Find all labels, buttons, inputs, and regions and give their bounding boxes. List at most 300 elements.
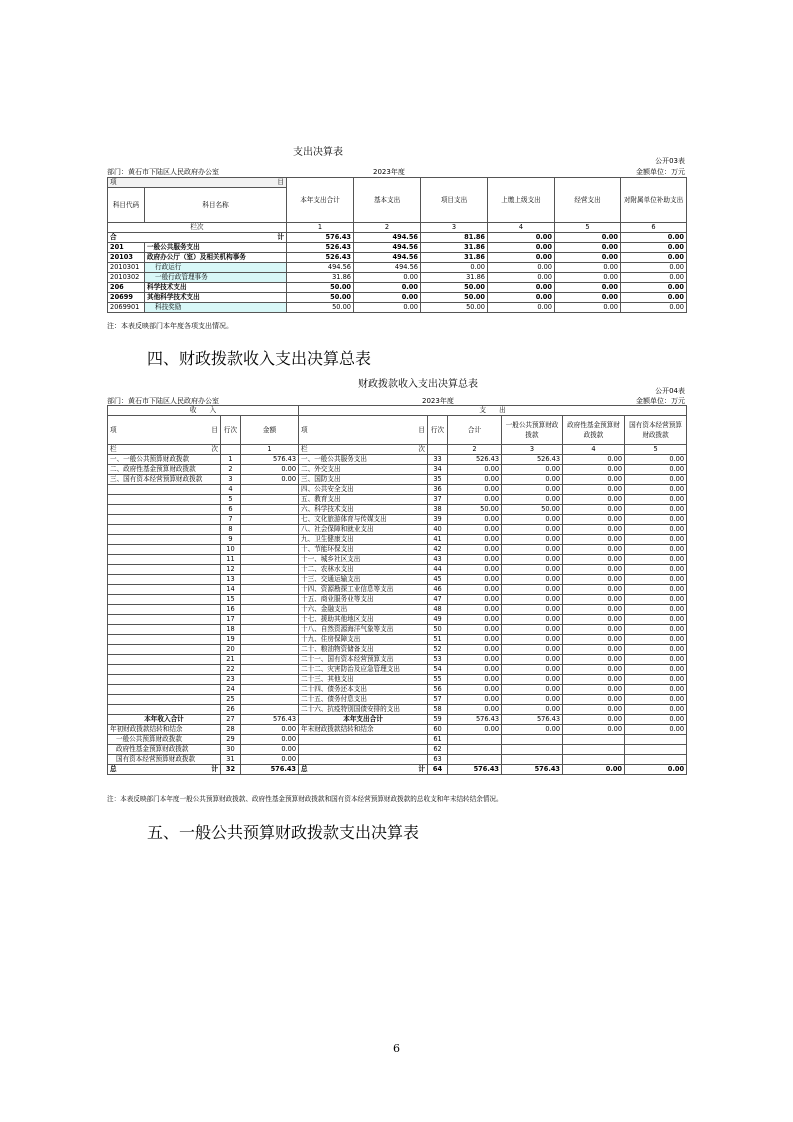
t2-cell: 0.00 xyxy=(625,565,687,575)
t2-income-item: 国有资本经营预算财政拨款 xyxy=(108,755,221,765)
t2-cell: 576.43 xyxy=(241,765,299,775)
t2-cell: 576.43 xyxy=(448,765,502,775)
t2-expense-line: 58 xyxy=(428,705,448,715)
t2-expense-item: 二、外交支出 xyxy=(299,465,428,475)
t2-cell: 0.00 xyxy=(625,645,687,655)
t2-cell: 0.00 xyxy=(625,535,687,545)
t2-row xyxy=(108,475,687,485)
t2-expense-line: 54 xyxy=(428,665,448,675)
t2-lan-num: 3 xyxy=(502,445,563,455)
t2-cell: 50.00 xyxy=(502,505,563,515)
t2-income-line: 19 xyxy=(221,635,241,645)
t2-cell: 0.00 xyxy=(625,675,687,685)
t1-subject-name: 科学技术支出 xyxy=(145,283,287,293)
t2-income-line: 21 xyxy=(221,655,241,665)
t2-income-line: 22 xyxy=(221,665,241,675)
t1-cell: 0.00 xyxy=(421,263,488,273)
t2-expense-item: 十二、农林水支出 xyxy=(299,565,428,575)
t1-subject-name: 科技奖励 xyxy=(145,303,287,313)
t2-cell: 0.00 xyxy=(448,515,502,525)
t2-cell: 0.00 xyxy=(448,575,502,585)
t1-header-xiang-mu: 项 目 xyxy=(108,178,287,188)
t2-income-line: 17 xyxy=(221,615,241,625)
t2-row xyxy=(108,515,687,525)
t2-cell xyxy=(448,745,502,755)
t2-cell: 0.00 xyxy=(563,765,625,775)
t1-cell: 526.43 xyxy=(287,243,354,253)
t1-lanci-label: 栏次 xyxy=(108,223,287,233)
t1-cell: 0.00 xyxy=(354,273,421,283)
t1-cell: 0.00 xyxy=(488,273,555,283)
t1-cell: 31.86 xyxy=(421,253,488,263)
t2-expense-line: 39 xyxy=(428,515,448,525)
t2-income-line: 2 xyxy=(221,465,241,475)
t2-row xyxy=(108,485,687,495)
t2-income-item: 年初财政拨款结转和结余 xyxy=(108,725,221,735)
t2-income-amount: 0.00 xyxy=(241,755,299,765)
t1-cell: 0.00 xyxy=(555,253,621,263)
t2-row xyxy=(108,505,687,515)
t2-cell: 0.00 xyxy=(502,705,563,715)
t2-income-amount xyxy=(241,525,299,535)
t2-income-item xyxy=(108,495,221,505)
t1-cell: 50.00 xyxy=(421,283,488,293)
t1-cell: 50.00 xyxy=(421,293,488,303)
t2-expense-line: 57 xyxy=(428,695,448,705)
t1-cell: 31.86 xyxy=(421,273,488,283)
t2-income-amount: 0.00 xyxy=(241,465,299,475)
t1-cell: 0.00 xyxy=(555,243,621,253)
t2-cell: 576.43 xyxy=(448,715,502,725)
t1-cell: 0.00 xyxy=(621,263,687,273)
t1-row xyxy=(108,243,687,253)
t2-cell: 526.43 xyxy=(502,455,563,465)
t2-expense-item: 二十六、抗疫特别国债安排的支出 xyxy=(299,705,428,715)
t2-expense-item: 本年支出合计 xyxy=(299,715,428,725)
t2-expense-item: 二十五、债务付息支出 xyxy=(299,695,428,705)
t1-dept: 部门：黄石市下陆区人民政府办公室 xyxy=(107,168,219,176)
t1-cell: 494.56 xyxy=(354,233,421,243)
t2-row xyxy=(108,685,687,695)
t2-cell: 0.00 xyxy=(625,725,687,735)
t2-income-line: 28 xyxy=(221,725,241,735)
t1-cell: 494.56 xyxy=(354,253,421,263)
t1-cell: 0.00 xyxy=(621,293,687,303)
section-heading-5: 五、一般公共预算财政拨款支出决算表 xyxy=(147,823,420,842)
t2-cell: 0.00 xyxy=(502,575,563,585)
t2-row xyxy=(108,725,687,735)
t1-cell: 0.00 xyxy=(488,253,555,263)
t2-cell: 0.00 xyxy=(563,465,625,475)
t2-cell xyxy=(502,745,563,755)
t2-h-amount: 金额 xyxy=(241,416,299,445)
t2-cell: 0.00 xyxy=(502,685,563,695)
t2-cell: 0.00 xyxy=(502,665,563,675)
t2-cell: 0.00 xyxy=(563,495,625,505)
t2-cell: 0.00 xyxy=(502,605,563,615)
t2-income-line: 29 xyxy=(221,735,241,745)
t1-cell: 0.00 xyxy=(488,233,555,243)
t2-cell: 0.00 xyxy=(625,635,687,645)
t2-expense-item: 二十一、国有资本经营预算支出 xyxy=(299,655,428,665)
fiscal-summary-table xyxy=(107,405,687,775)
t1-total-label: 合 计 xyxy=(108,233,287,243)
t2-income-amount xyxy=(241,495,299,505)
t2-income-item xyxy=(108,545,221,555)
t2-cell: 0.00 xyxy=(563,645,625,655)
t2-cell: 0.00 xyxy=(502,675,563,685)
t1-col-header: 本年支出合计 xyxy=(287,178,354,223)
t1-lanci-num: 3 xyxy=(421,223,488,233)
t2-income-item xyxy=(108,485,221,495)
t1-note: 注：本表反映部门本年度各项支出情况。 xyxy=(107,322,233,330)
t2-cell: 0.00 xyxy=(502,555,563,565)
t2-income-amount: 0.00 xyxy=(241,475,299,485)
t2-expense-item: 十、节能环保支出 xyxy=(299,545,428,555)
t2-cell: 0.00 xyxy=(502,635,563,645)
t2-income-line: 1 xyxy=(221,455,241,465)
t2-income-amount xyxy=(241,585,299,595)
t2-income-amount xyxy=(241,705,299,715)
t2-expense-item: 四、公共安全支出 xyxy=(299,485,428,495)
t1-cell: 0.00 xyxy=(621,273,687,283)
t2-expense-line: 52 xyxy=(428,645,448,655)
t2-income-line: 10 xyxy=(221,545,241,555)
t2-expense-item: 二十二、灾害防治及应急管理支出 xyxy=(299,665,428,675)
t2-cell: 0.00 xyxy=(448,605,502,615)
section-heading-4: 四、财政拨款收入支出决算总表 xyxy=(147,349,372,368)
t2-expense-line: 42 xyxy=(428,545,448,555)
t2-title: 财政拨款收入支出决算总表 xyxy=(358,379,478,390)
t1-code: 20103 xyxy=(108,253,145,263)
t2-lan-left: 栏 次 xyxy=(108,445,221,455)
t1-cell: 50.00 xyxy=(287,283,354,293)
t1-lanci-num: 4 xyxy=(488,223,555,233)
t2-cell: 576.43 xyxy=(502,765,563,775)
t2-income-item xyxy=(108,705,221,715)
t2-income-line: 6 xyxy=(221,505,241,515)
t2-expense-line: 53 xyxy=(428,655,448,665)
t2-income-amount xyxy=(241,485,299,495)
t2-unit: 金额单位：万元 xyxy=(636,397,685,405)
t2-cell: 0.00 xyxy=(502,645,563,655)
t2-row xyxy=(108,665,687,675)
t2-cell: 0.00 xyxy=(625,475,687,485)
t2-row xyxy=(108,695,687,705)
t2-income-item xyxy=(108,565,221,575)
t2-cell: 0.00 xyxy=(448,485,502,495)
t2-income-item xyxy=(108,695,221,705)
t2-cell: 0.00 xyxy=(563,685,625,695)
t2-income-amount xyxy=(241,555,299,565)
t2-cell: 0.00 xyxy=(625,695,687,705)
t2-cell: 576.43 xyxy=(502,715,563,725)
t2-cell: 0.00 xyxy=(563,565,625,575)
t2-income-line: 13 xyxy=(221,575,241,585)
t2-cell: 0.00 xyxy=(502,655,563,665)
t1-cell: 50.00 xyxy=(421,303,488,313)
t2-cell: 0.00 xyxy=(448,625,502,635)
t2-row xyxy=(108,635,687,645)
t2-cell: 0.00 xyxy=(502,585,563,595)
t2-income-item xyxy=(108,635,221,645)
t2-row xyxy=(108,645,687,655)
t2-cell: 0.00 xyxy=(563,485,625,495)
t2-expense-item: 十一、城乡社区支出 xyxy=(299,555,428,565)
t1-subject-name: 一般行政管理事务 xyxy=(145,273,287,283)
t2-income-amount xyxy=(241,695,299,705)
t1-cell: 494.56 xyxy=(287,263,354,273)
t2-income-line: 18 xyxy=(221,625,241,635)
t2-expense-line: 35 xyxy=(428,475,448,485)
t2-cell: 0.00 xyxy=(625,605,687,615)
t1-cell: 50.00 xyxy=(287,293,354,303)
t2-income-amount: 576.43 xyxy=(241,715,299,725)
t1-cell: 0.00 xyxy=(354,283,421,293)
t2-income-line: 3 xyxy=(221,475,241,485)
t2-cell: 0.00 xyxy=(448,555,502,565)
t2-expense-line: 62 xyxy=(428,745,448,755)
t2-expense-line: 47 xyxy=(428,595,448,605)
t2-expense-line: 59 xyxy=(428,715,448,725)
t2-total-row xyxy=(108,765,687,775)
t2-row xyxy=(108,595,687,605)
t2-row xyxy=(108,565,687,575)
t2-income-item xyxy=(108,605,221,615)
t2-cell: 0.00 xyxy=(563,595,625,605)
t2-row xyxy=(108,545,687,555)
t2-cell: 0.00 xyxy=(625,585,687,595)
t1-lanci-num: 2 xyxy=(354,223,421,233)
t1-col-header: 项目支出 xyxy=(421,178,488,223)
t2-income-item xyxy=(108,535,221,545)
t2-cell: 0.00 xyxy=(448,565,502,575)
t2-cell: 0.00 xyxy=(502,615,563,625)
t2-expense-item: 十七、援助其他地区支出 xyxy=(299,615,428,625)
t1-lanci-num: 1 xyxy=(287,223,354,233)
t2-expense-item: 年末财政拨款结转和结余 xyxy=(299,725,428,735)
t2-cell: 0.00 xyxy=(502,535,563,545)
t2-income-amount xyxy=(241,505,299,515)
t1-cell: 0.00 xyxy=(621,283,687,293)
t1-total-row xyxy=(108,233,687,243)
t1-cell: 81.86 xyxy=(421,233,488,243)
t2-row xyxy=(108,675,687,685)
t2-cell xyxy=(563,745,625,755)
t2-income-amount xyxy=(241,635,299,645)
t2-income-amount xyxy=(241,545,299,555)
t2-cell: 0.00 xyxy=(502,565,563,575)
t2-cell: 0.00 xyxy=(563,605,625,615)
t2-expense-item: 八、社会保障和就业支出 xyxy=(299,525,428,535)
t1-row xyxy=(108,263,687,273)
t2-cell: 0.00 xyxy=(448,465,502,475)
t2-income-amount xyxy=(241,665,299,675)
t2-expense-item: 五、教育支出 xyxy=(299,495,428,505)
t1-cell: 0.00 xyxy=(488,293,555,303)
t2-expense-item: 二十、粮油物资储备支出 xyxy=(299,645,428,655)
t2-cell: 0.00 xyxy=(448,675,502,685)
t2-income-amount xyxy=(241,615,299,625)
t2-income-line: 30 xyxy=(221,745,241,755)
t1-code: 201 xyxy=(108,243,145,253)
t2-income-line: 31 xyxy=(221,755,241,765)
t1-cell: 0.00 xyxy=(555,263,621,273)
t2-cell: 0.00 xyxy=(563,635,625,645)
t2-expense-line: 44 xyxy=(428,565,448,575)
t2-expense-item: 二十四、债务还本支出 xyxy=(299,685,428,695)
t2-h-c4: 政府性基金预算财政拨款 xyxy=(563,416,625,445)
t2-row xyxy=(108,585,687,595)
t1-col-header: 经营支出 xyxy=(555,178,621,223)
t2-cell: 0.00 xyxy=(502,515,563,525)
t2-lan-num: 4 xyxy=(563,445,625,455)
t2-row xyxy=(108,605,687,615)
t2-cell: 0.00 xyxy=(625,705,687,715)
t2-income-amount: 0.00 xyxy=(241,725,299,735)
t1-cell: 0.00 xyxy=(488,243,555,253)
t2-cell: 32 xyxy=(221,765,241,775)
t2-income-item xyxy=(108,615,221,625)
t2-income-amount xyxy=(241,515,299,525)
t1-cell: 0.00 xyxy=(621,303,687,313)
t2-income-item: 一、一般公共预算财政拨款 xyxy=(108,455,221,465)
t1-cell: 0.00 xyxy=(488,263,555,273)
t2-cell: 0.00 xyxy=(448,475,502,485)
t2-cell: 0.00 xyxy=(563,705,625,715)
t1-row xyxy=(108,253,687,263)
t2-expense-item: 十四、资源勘探工业信息等支出 xyxy=(299,585,428,595)
t2-cell: 0.00 xyxy=(448,665,502,675)
t2-cell: 526.43 xyxy=(448,455,502,465)
t2-cell: 0.00 xyxy=(563,545,625,555)
t2-expense-item xyxy=(299,755,428,765)
t2-expense-line: 37 xyxy=(428,495,448,505)
t1-subject-name: 政府办公厅（室）及相关机构事务 xyxy=(145,253,287,263)
t2-cell: 0.00 xyxy=(502,595,563,605)
t2-income-item: 本年收入合计 xyxy=(108,715,221,725)
t2-income-item xyxy=(108,525,221,535)
t2-expense-line: 46 xyxy=(428,585,448,595)
t2-expense-item: 一、一般公共服务支出 xyxy=(299,455,428,465)
t2-cell: 50.00 xyxy=(448,505,502,515)
t1-title: 支出决算表 xyxy=(293,147,343,158)
t1-cell: 526.43 xyxy=(287,253,354,263)
t2-expense-line: 55 xyxy=(428,675,448,685)
t2-lan-num: 1 xyxy=(241,445,299,455)
t2-cell: 0.00 xyxy=(502,525,563,535)
t2-income-amount xyxy=(241,645,299,655)
t2-cell: 0.00 xyxy=(563,475,625,485)
t2-row xyxy=(108,525,687,535)
t2-expense-line: 33 xyxy=(428,455,448,465)
t2-income-line: 4 xyxy=(221,485,241,495)
t1-code: 20699 xyxy=(108,293,145,303)
t2-row xyxy=(108,455,687,465)
t2-cell: 0.00 xyxy=(448,725,502,735)
t1-row xyxy=(108,303,687,313)
t2-income-line: 15 xyxy=(221,595,241,605)
t2-row xyxy=(108,465,687,475)
t2-row xyxy=(108,705,687,715)
t2-row xyxy=(108,745,687,755)
t2-cell: 0.00 xyxy=(563,515,625,525)
t2-cell: 0.00 xyxy=(502,485,563,495)
t2-income-item xyxy=(108,685,221,695)
t2-cell: 0.00 xyxy=(563,665,625,675)
t2-income-line: 25 xyxy=(221,695,241,705)
t2-lan-right: 栏 次 xyxy=(299,445,428,455)
t2-income-line: 27 xyxy=(221,715,241,725)
t2-cell: 0.00 xyxy=(563,625,625,635)
t2-income-amount xyxy=(241,675,299,685)
t1-col-header: 上缴上级支出 xyxy=(488,178,555,223)
t2-cell xyxy=(502,755,563,765)
t2-cell: 0.00 xyxy=(502,465,563,475)
t1-cell: 0.00 xyxy=(354,303,421,313)
t2-cell: 0.00 xyxy=(625,495,687,505)
t2-cell: 0.00 xyxy=(625,625,687,635)
t2-cell xyxy=(448,735,502,745)
t1-cell: 0.00 xyxy=(555,303,621,313)
t2-year: 2023年度 xyxy=(422,397,454,405)
t1-cell: 0.00 xyxy=(555,293,621,303)
t2-income-item xyxy=(108,575,221,585)
t2-h-total: 合计 xyxy=(448,416,502,445)
page-number: 6 xyxy=(393,1042,400,1055)
t2-income-head: 收 入 xyxy=(108,406,299,416)
t2-expense-item: 三、国防支出 xyxy=(299,475,428,485)
t2-cell: 0.00 xyxy=(563,505,625,515)
t2-expense-line: 38 xyxy=(428,505,448,515)
t2-cell: 0.00 xyxy=(563,725,625,735)
t2-cell: 0.00 xyxy=(563,715,625,725)
t2-expense-line: 48 xyxy=(428,605,448,615)
t2-cell: 0.00 xyxy=(625,525,687,535)
t2-cell: 0.00 xyxy=(625,555,687,565)
t2-cell: 0.00 xyxy=(625,515,687,525)
t2-cell xyxy=(625,755,687,765)
expenditure-table xyxy=(107,177,687,313)
t2-cell: 0.00 xyxy=(502,625,563,635)
t2-cell: 0.00 xyxy=(563,455,625,465)
t2-cell: 0.00 xyxy=(448,705,502,715)
t2-cell: 0.00 xyxy=(563,535,625,545)
t2-income-item xyxy=(108,585,221,595)
t2-income-item xyxy=(108,625,221,635)
t2-income-amount xyxy=(241,535,299,545)
t1-row xyxy=(108,283,687,293)
t1-cell: 0.00 xyxy=(621,233,687,243)
t2-row xyxy=(108,755,687,765)
t2-income-line: 14 xyxy=(221,585,241,595)
t2-cell: 0.00 xyxy=(625,655,687,665)
t2-cell: 0.00 xyxy=(625,575,687,585)
t2-row xyxy=(108,615,687,625)
t2-h-c3: 一般公共预算财政拨款 xyxy=(502,416,563,445)
t2-expense-line: 34 xyxy=(428,465,448,475)
t1-lanci-num: 5 xyxy=(555,223,621,233)
t2-income-line: 20 xyxy=(221,645,241,655)
t2-income-line: 16 xyxy=(221,605,241,615)
t2-cell: 0.00 xyxy=(625,505,687,515)
t1-code: 2069901 xyxy=(108,303,145,313)
t2-row xyxy=(108,555,687,565)
t2-income-item xyxy=(108,555,221,565)
t2-cell: 0.00 xyxy=(448,535,502,545)
t2-cell: 0.00 xyxy=(625,765,687,775)
t2-row xyxy=(108,735,687,745)
